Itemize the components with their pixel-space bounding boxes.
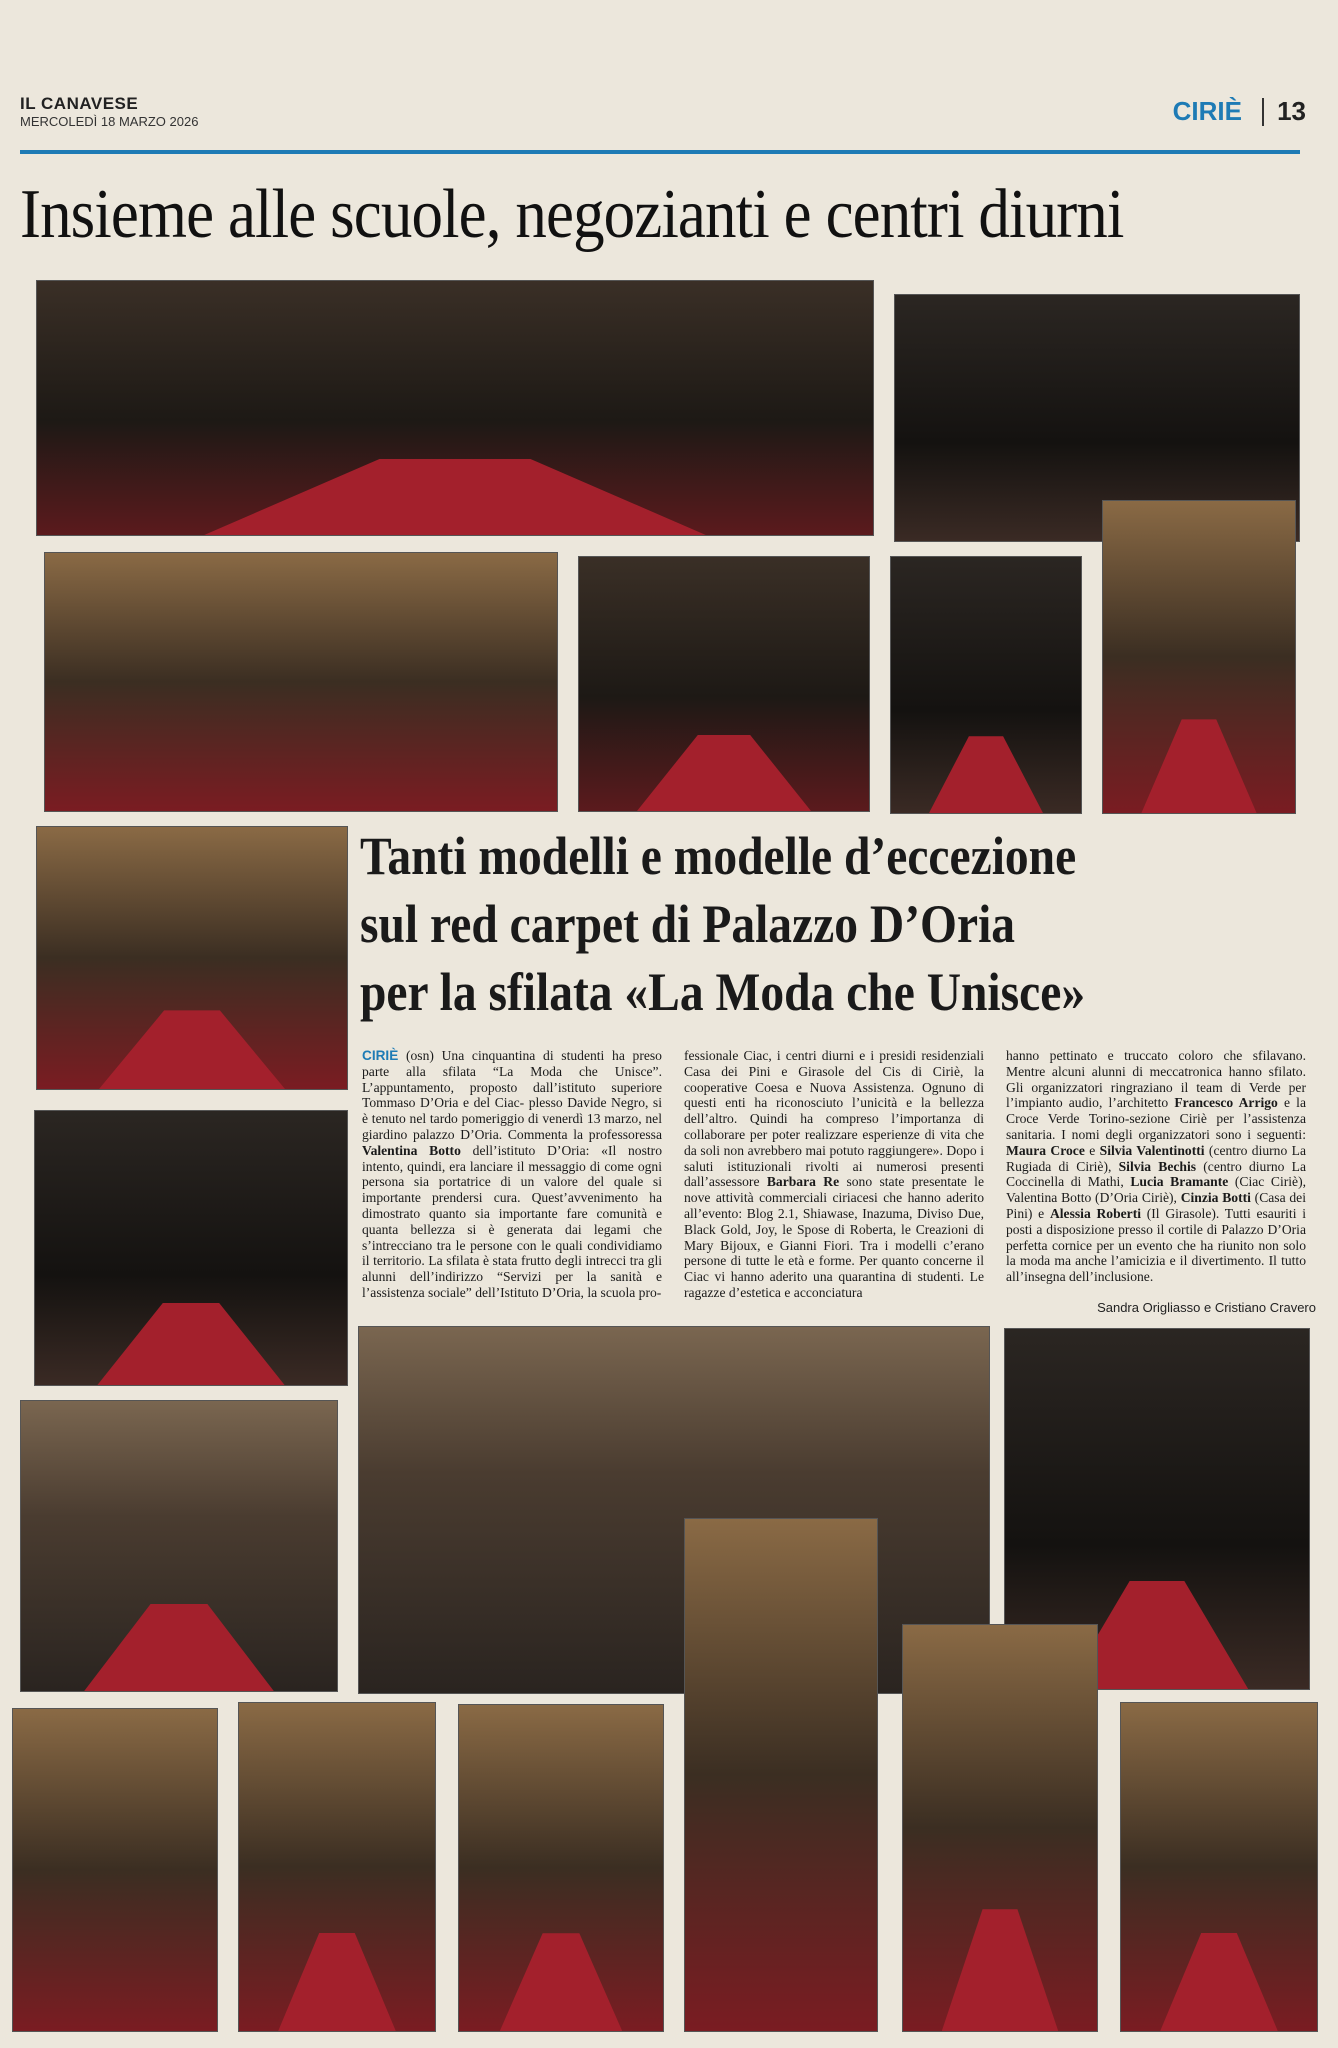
article-text: (centro diurno La Rugiada di Ciriè), — [1006, 1142, 1306, 1174]
article-text: (Casa dei Pini) e — [1006, 1190, 1306, 1221]
red-carpet-shape — [942, 1909, 1058, 2031]
red-carpet-shape — [929, 736, 1043, 813]
article-kicker: CIRIÈ — [362, 1048, 399, 1063]
red-carpet-shape — [97, 1303, 284, 1385]
article-text: fessionale Ciac, i centri diurni e i presidi residenziali Casa dei Pini e Girasole del Cis di Ciriè, la cooperative Coesa e Nuova Assistenza. Ognuno di questi enti ha riconosciuto l’unicità e la bellezza dell’altro. Quindi ha compreso l’importanza di collaborare per poter realizzare esperienze di vita che da soli non avrebbero mai potuto raggiungere». Dopo i saluti istituzionali rivolti ai numerosi presenti dall’assessore — [684, 1048, 984, 1190]
person-name: Maura Croce — [1006, 1142, 1085, 1158]
masthead-separator — [1262, 98, 1264, 126]
person-name: Valentina Botto — [362, 1142, 461, 1158]
article-column-2 — [684, 1048, 984, 1301]
photo-elderly-model — [34, 1110, 348, 1386]
person-name: Lucia Bramante — [1130, 1174, 1229, 1190]
section-name: CIRIÈ — [1172, 96, 1242, 126]
photo-black-suit-model — [1120, 1702, 1318, 2032]
subheadline — [360, 822, 1205, 1026]
red-carpet-shape — [1160, 1933, 1278, 2031]
page-number: 13 — [1277, 96, 1306, 126]
issue-date: MERCOLEDÌ 18 MARZO 2026 — [20, 114, 199, 129]
article-column-3 — [1006, 1048, 1306, 1285]
red-carpet-shape — [204, 459, 706, 535]
article-text: hanno pettinato e truccato coloro che sfilavano. Mentre alcuni alunni di meccatronica hanno sfilato. Gli organizzatori ringraziano il team di Verde per l’impianto audio, l’architetto — [1006, 1048, 1306, 1111]
red-carpet-shape — [84, 1604, 274, 1691]
article-text: (Ciac Ciriè), Valentina Botto (D’Oria Ciriè), — [1006, 1174, 1307, 1206]
subheadline-line-1: Tanti modelli e modelle d’eccezione — [360, 826, 1077, 886]
article-text: e — [1084, 1142, 1100, 1158]
article-byline: Sandra Origliasso e Cristiano Cravero — [1097, 1300, 1316, 1315]
subheadline-line-3: per la sfilata «La Moda che Unisce» — [360, 962, 1086, 1022]
red-carpet-shape — [1141, 719, 1256, 813]
person-name: Barbara Re — [766, 1174, 840, 1190]
photo-two-models-left — [36, 826, 348, 1090]
photo-silver-gown — [238, 1702, 436, 2032]
newspaper-name: IL CANAVESE — [20, 94, 139, 113]
article-column-1 — [362, 1048, 662, 1301]
red-carpet-shape — [278, 1933, 396, 2031]
article-text: dell’istituto D’Oria: «Il nostro intento, quindi, era lanciare il messaggio di come ogni persona sia portatrice di un valore del quale si importante prendersi cura. Quest’avvenimento ha dimostrato quanto sia importante fare comunità e quanta bellezza si è generata dai legami che s’intrecciano tra le persone con le quali condividiamo il territorio. La sfilata è stata frutto degli intrecci tra gli alunni dell’indirizzo “Servizi per la sanità e l’assistenza sociale” dell’Istituto D’Oria, la scuola pro- — [362, 1142, 662, 1300]
person-name: Cinzia Botti — [1180, 1190, 1251, 1206]
masthead — [20, 90, 1320, 150]
main-headline: Insieme alle scuole, negozianti e centri diurni — [20, 176, 1124, 253]
photo-children-runway — [890, 556, 1082, 814]
photo-wheelchair-model — [1102, 500, 1296, 814]
person-name: Alessia Roberti — [1049, 1205, 1142, 1221]
photo-audience-courtyard — [358, 1326, 990, 1694]
person-name: Silvia Bechis — [1118, 1158, 1197, 1174]
red-carpet-shape — [500, 1933, 622, 2031]
photo-bride-dress — [684, 1518, 878, 2032]
person-name: Silvia Valentinotti — [1099, 1142, 1205, 1158]
article-source: (osn) — [405, 1048, 434, 1063]
person-name: Francesco Arrigo — [1174, 1095, 1278, 1111]
article-text: (centro diurno La Coccinella di Mathi, — [1006, 1158, 1306, 1190]
article-text: e la Croce Verde Torino-sezione Ciriè per l’assistenza sanitaria. I nomi degli organizzatori sono i seguenti: — [1006, 1095, 1306, 1142]
photo-students-group — [578, 556, 870, 812]
photo-elderly-couple — [12, 1708, 218, 2032]
article-text: sono state presentate le nove attività commerciali ciriacesi che hanno aderito all’evento: Blog 2.1, Shiawase, Inazuma, Diviso Due, Black Gold, Joy, le Spose di Roberta, le Creazioni di Mary Bijoux, e Gianni Fiori. Tra i modelli c’erano persone di tutte le età e forme. Per quanto concerne il Ciac vi hanno aderito una quarantina di studenti. Le ragazze d’estetica e acconciatura — [684, 1174, 984, 1300]
photo-group-runway — [36, 280, 874, 536]
article-body — [362, 1048, 1307, 1308]
photo-wheelchair-runway — [20, 1400, 338, 1692]
photo-black-coat-model — [458, 1704, 664, 2032]
red-carpet-shape — [99, 1010, 285, 1089]
photo-yellow-dress-model — [902, 1624, 1098, 2032]
masthead-rule — [20, 150, 1300, 154]
article-text: (Il Girasole). Tutti esauriti i posti a disposizione presso il cortile di Palazzo D’Oria perfetta cornice per un evento che ha riunito non solo la moda ma anche l’amicizia e il divertimento. Il tutto all’insegna dell’inclusione. — [1006, 1205, 1306, 1285]
subheadline-line-2: sul red carpet di Palazzo D’Oria — [360, 894, 1016, 954]
photo-organizers-group — [44, 552, 558, 812]
red-carpet-shape — [637, 735, 811, 811]
article-text: Una cinquantina di studenti ha preso parte alla sfilata “La Moda che Unisce”. L’appuntamento, proposto dall’istituto superiore Tommaso D’Oria e del Ciac- plesso Davide Negro, si è tenuto nel tardo pomeriggio di venerdì 13 marzo, nel giardino palazzo D’Oria. Commenta la professoressa — [362, 1048, 662, 1142]
